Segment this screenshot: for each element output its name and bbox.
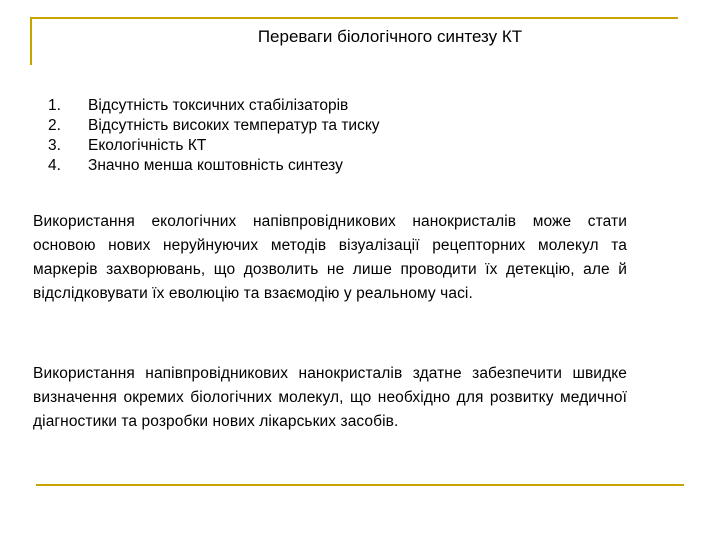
paragraph-imaging: Використання екологічних напівпровідникових нанокристалів може стати основою нових неруйнуючих методів візуалізації рецепторних молекул та маркерів захворювань, що дозволить не лише проводити їх детекцію, але й відслідковувати їх еволюцію та взаємодію у реальному часі. (33, 213, 627, 302)
list-item-text: Екологічність КТ (88, 137, 207, 154)
paragraph-diagnostics: Використання напівпровідникових нанокристалів здатне забезпечити швидке визначення окремих біологічних молекул, що необхідно для розвитку медичної діагностики та розробки нових лікарських засобів. (33, 365, 627, 430)
list-item (48, 156, 380, 176)
slide-title: Переваги біологічного синтезу КТ (257, 27, 523, 46)
left-rule (30, 17, 32, 65)
list-item-text: Значно менша коштовність синтезу (88, 157, 343, 174)
list-item (48, 96, 380, 116)
list-item-number: 1. (48, 97, 61, 114)
list-item-text: Відсутність високих температур та тиску (88, 117, 380, 134)
bottom-rule (36, 484, 684, 486)
top-rule (30, 17, 678, 19)
list-item (48, 116, 380, 136)
advantages-list (48, 96, 380, 176)
list-item-number: 3. (48, 137, 61, 154)
list-item (48, 136, 380, 156)
list-item-text: Відсутність токсичних стабілізаторів (88, 97, 349, 114)
list-item-number: 2. (48, 117, 61, 134)
list-item-number: 4. (48, 157, 61, 174)
